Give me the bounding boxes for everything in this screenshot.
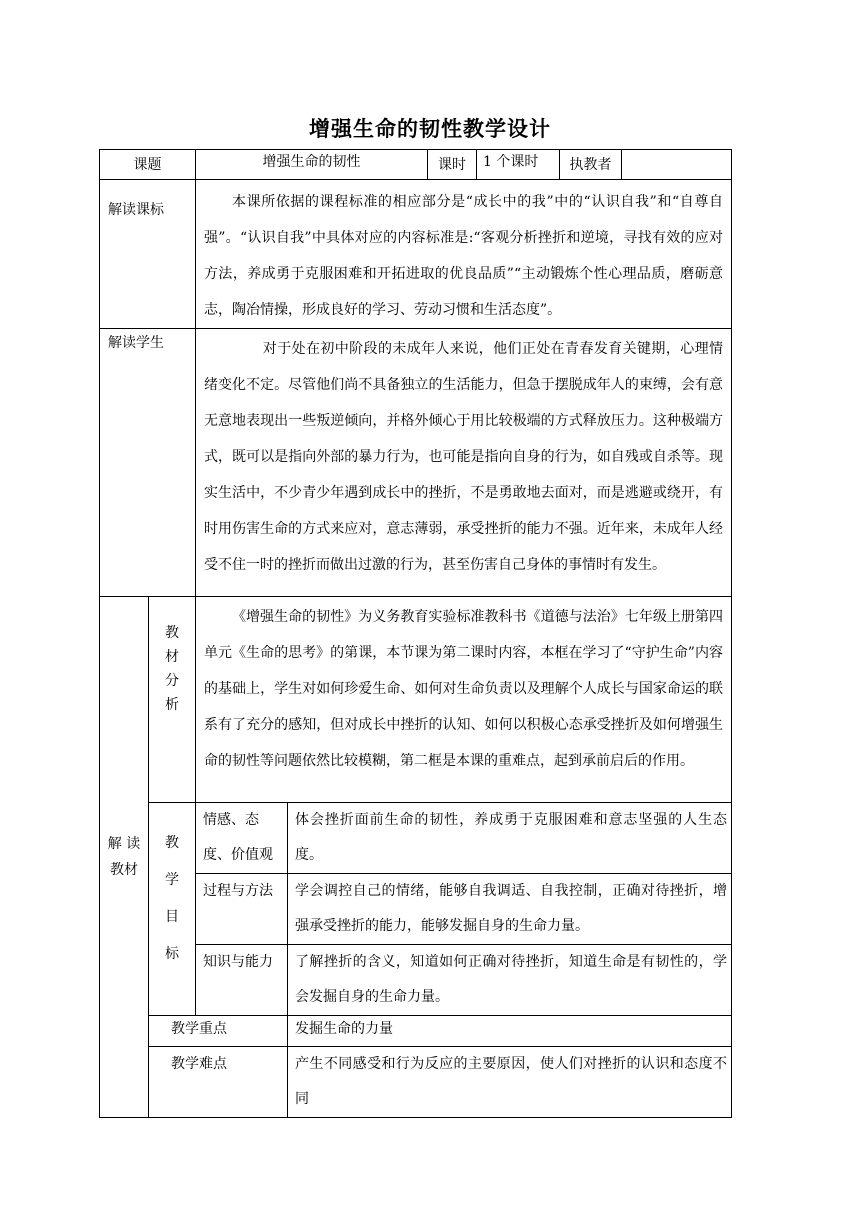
lesson-plan-table — [99, 149, 732, 1118]
goal-text: 了解挫折的含义，知道如何正确对待挫折，知道生命是有韧性的，学会发掘自身的生命力量。 — [288, 945, 732, 1016]
key-point-row — [100, 1016, 732, 1047]
key-point-text: 发掘生命的力量 — [288, 1016, 732, 1047]
teacher-value — [622, 150, 732, 180]
key-point-label: 教学重点 — [149, 1016, 288, 1047]
difficulty-row — [100, 1047, 732, 1118]
students-row — [100, 329, 732, 597]
hours-label: 课时 — [428, 150, 477, 180]
analysis-label-char: 教 — [165, 625, 179, 641]
goal-text: 学会调控自己的情绪，能够自我调适、自我控制，正确对待挫折，增强承受挫折的能力，能够发掘自身的生命力量。 — [288, 874, 732, 945]
materials-label — [100, 597, 149, 1118]
difficulty-text: 产生不同感受和行为反应的主要原因，使人们对挫折的认识和态度不同 — [288, 1047, 732, 1118]
analysis-text: 《增强生命的韧性》为义务教育实验标准教科书《道德与法治》七年级上册第四单元《生命的思考》的第课，本节课为第二课时内容，本框在学习了“守护生命”内容的基础上，学生对如何珍爱生命、如何对生命负责以及理解个人成长与国家命运的联系有了充分的感知，但对成长中挫折的认知、如何以积极心态承受挫折及如何增强生命的韧性等问题依然比较模糊，第二框是本课的重难点，起到承前启后的作用。 — [196, 597, 732, 803]
analysis-label-char: 分 — [165, 673, 179, 689]
standards-text: 本课所依据的课程标准的相应部分是“成长中的我”中的“认识自我”和“自尊自强”。“认识自我”中具体对应的内容标准是:“客观分析挫折和逆境，寻找有效的应对方法，养成勇于克服困难和开拓进取的优良品质”“主动锻炼个性心理品质，磨砺意志，陶冶情操，形成良好的学习、劳动习惯和生活态度”。 — [196, 180, 732, 329]
goal-label: 知识与能力 — [196, 945, 288, 1016]
analysis-label-char: 析 — [165, 697, 179, 713]
standards-label: 解读课标 — [100, 180, 196, 329]
goal-label: 情感、态度、价值观 — [196, 803, 288, 874]
goal-label: 过程与方法 — [196, 874, 288, 945]
analysis-label — [149, 597, 196, 803]
goals-label-char: 标 — [165, 946, 179, 962]
materials-label-line2: 教材 — [110, 862, 138, 878]
students-text: 对于处在初中阶段的未成年人来说，他们正处在青春发育关键期，心理情绪变化不定。尽管他们尚不具备独立的生活能力，但急于摆脱成年人的束缚，会有意无意地表现出一些叛逆倾向，并格外倾心于用比较极端的方式释放压力。这种极端方式，既可以是指向外部的暴力行为，也可能是指向自身的行为，如自残或自杀等。现实生活中，不少青少年遇到成长中的挫折，不是勇敢地去面对，而是逃避或绕开，有时用伤害生命的方式来应对，意志薄弱，承受挫折的能力不强。近年来，未成年人经受不住一时的挫折而做出过激的行为，甚至伤害自己身体的事情时有发生。 — [196, 329, 732, 597]
hours-value: 1 个课时 — [477, 150, 560, 180]
analysis-row — [100, 597, 732, 803]
goal-text: 体会挫折面前生命的韧性，养成勇于克服困难和意志坚强的人生态度。 — [288, 803, 732, 874]
materials-label-line1: 解 读 — [107, 836, 141, 852]
goals-label-char: 教 — [165, 835, 179, 851]
topic-label: 课题 — [100, 150, 196, 180]
goals-label-char: 学 — [165, 872, 179, 888]
teacher-label: 执教者 — [560, 150, 622, 180]
analysis-label-char: 材 — [165, 649, 179, 665]
standards-row — [100, 180, 732, 329]
document-title: 增强生命的韧性教学设计 — [309, 117, 551, 141]
students-label: 解读学生 — [100, 329, 196, 597]
difficulty-label: 教学难点 — [149, 1047, 288, 1118]
goals-label-char: 目 — [165, 909, 179, 925]
header-row — [100, 150, 732, 180]
goals-label — [149, 803, 196, 1016]
goal-row — [100, 803, 732, 874]
topic-value: 增强生命的韧性 — [196, 150, 428, 180]
